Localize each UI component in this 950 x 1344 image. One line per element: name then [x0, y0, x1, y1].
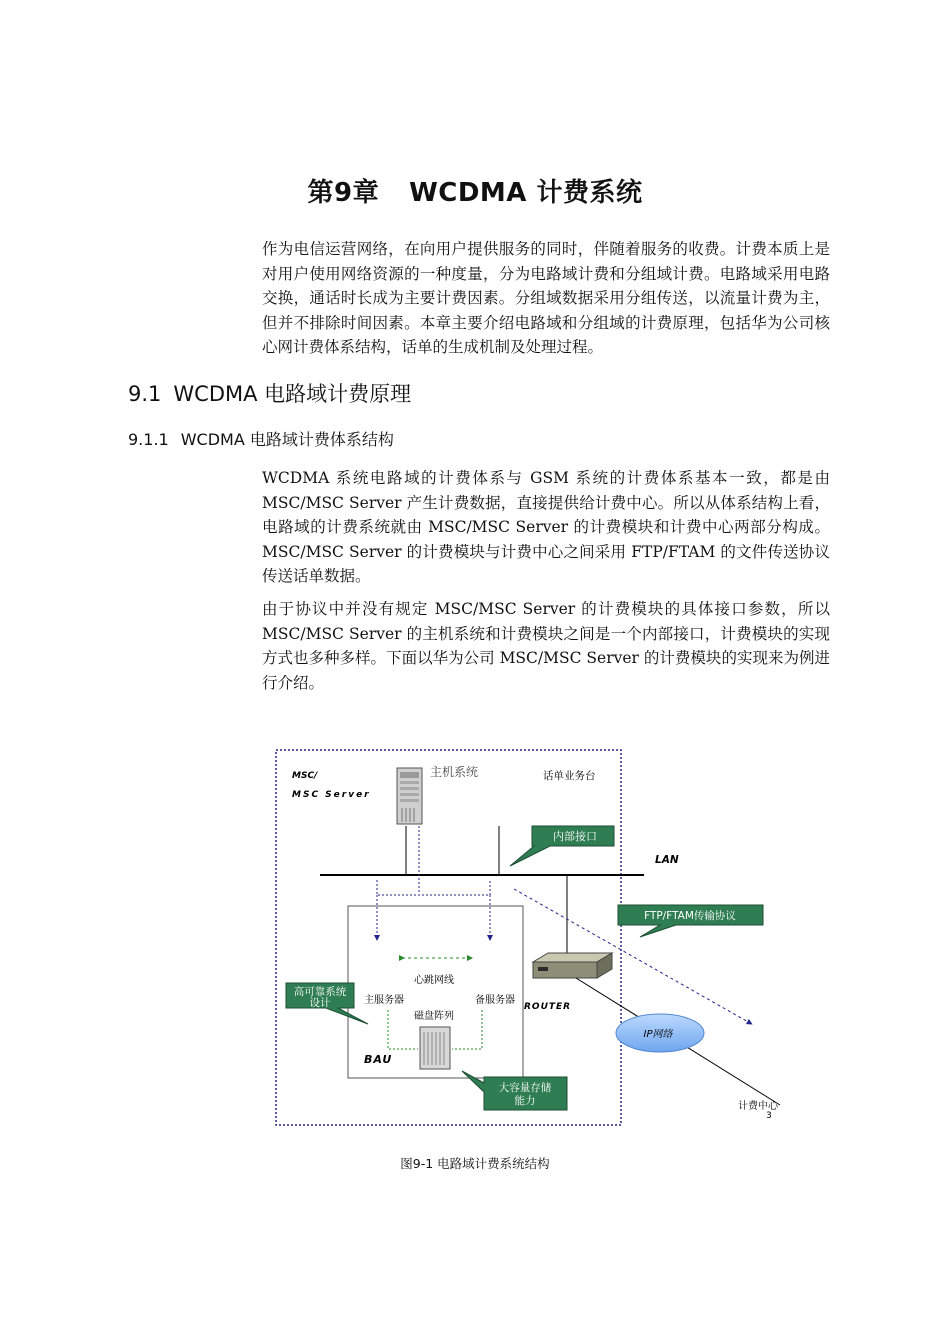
bau-label: BAU — [364, 1053, 393, 1066]
chapter-name: WCDMA 计费系统 — [409, 178, 643, 208]
router-icon — [533, 953, 612, 978]
msc-label-line2: MSC Server — [292, 790, 371, 800]
msc-label-line1: MSC/ — [292, 771, 318, 781]
billing-console-label: 话单业务台 — [543, 770, 596, 782]
backup-server-label: 备服务器 — [475, 995, 515, 1006]
ftp-protocol-label: FTP/FTAM传输协议 — [644, 910, 736, 922]
internal-interface-label: 内部接口 — [553, 830, 597, 843]
high-reliability-label-2: 设计 — [309, 997, 331, 1009]
host-server-icon — [397, 768, 422, 824]
lan-label: LAN — [655, 854, 679, 866]
host-system-label: 主机系统 — [430, 765, 479, 779]
intro-paragraph: 作为电信运营网络，在向用户提供服务的同时，伴随着服务的收费。计费本质上是对用户使用网络资源的一种度量，分为电路域计费和分组域计费。电路域采用电路交换，通话时长成为主要计费因素。分组域数据采用分组传送，以流量计费为主，但并不排除时间因素。本章主要介绍电路域和分组域的计费原理，包括华为公司核心网计费体系结构，话单的生成机制及处理过程。 — [262, 240, 830, 356]
section-title: WCDMA 电路域计费原理 — [173, 382, 412, 406]
heartbeat-label: 心跳网线 — [414, 975, 454, 986]
slide-number: 3 — [766, 1111, 772, 1121]
body-paragraph-2: 由于协议中并没有规定 MSC/MSC Server 的计费模块的具体接口参数，所以 MSC/MSC Server 的主机系统和计费模块之间是一个内部接口，计费模块的实现方式也多种多样。下面以华为公司 MSC/MSC Server 的计费模块的实现来为例进行介绍。 — [262, 600, 830, 692]
main-server-label: 主服务器 — [364, 995, 404, 1006]
router-label: ROUTER — [524, 1002, 572, 1012]
figure-caption: 图9-1 电路域计费系统结构 — [400, 1156, 550, 1171]
large-storage-label-2: 能力 — [514, 1095, 536, 1107]
billing-center-label: 计费中心 — [738, 1101, 778, 1112]
subsection-title: WCDMA 电路域计费体系结构 — [180, 430, 394, 449]
disk-array-icon — [420, 1027, 450, 1069]
ip-network-label: IP网络 — [643, 1029, 673, 1040]
large-storage-label-1: 大容量存储 — [498, 1082, 552, 1094]
subsection-number: 9.1.1 — [128, 430, 169, 449]
chapter-number: 第9章 — [307, 178, 380, 208]
body-paragraph-1: WCDMA 系统电路域的计费体系与 GSM 系统的计费体系基本一致，都是由 MSC/MSC Server 产生计费数据，直接提供给计费中心。所以从体系结构上看，电路域的计费系统就由 MSC/MSC Server 的计费模块和计费中心两部分构成。MSC/MSC Server 的计费模块与计费中心之间采用 FTP/FTAM 的文件传送协议传送话单数据。 — [262, 469, 830, 585]
disk-array-label: 磁盘阵列 — [414, 1011, 454, 1022]
high-reliability-label-1: 高可靠系统 — [293, 986, 347, 998]
section-number: 9.1 — [128, 382, 162, 406]
